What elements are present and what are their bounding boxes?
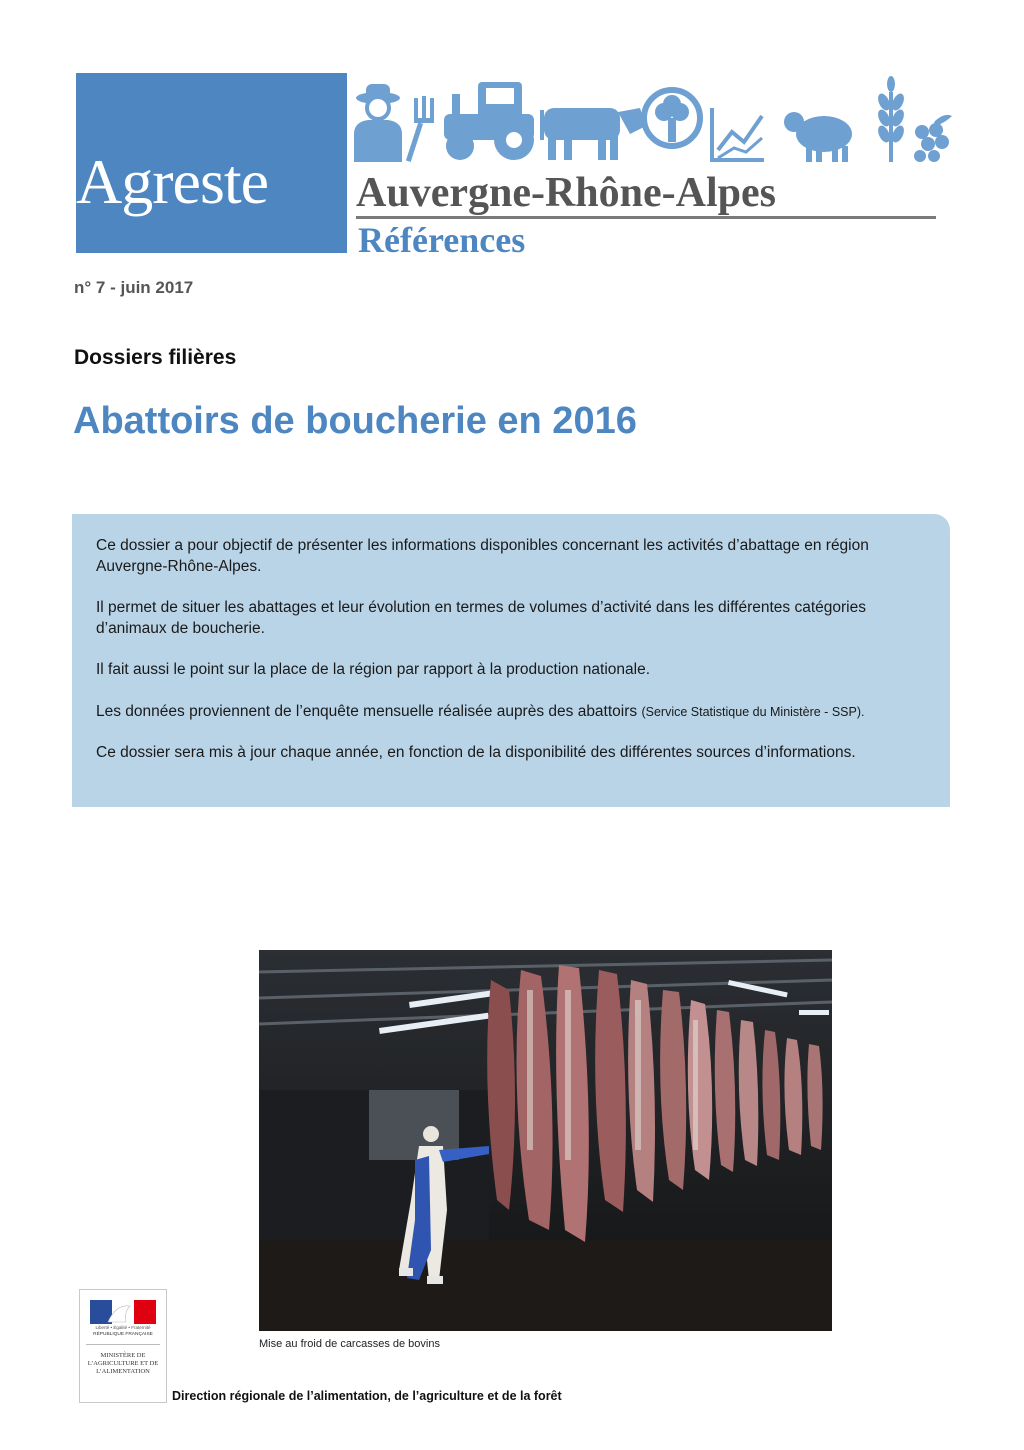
- issue-number: n° 7 - juin 2017: [74, 278, 194, 297]
- marianne-flag-icon: [90, 1300, 156, 1324]
- photo-caption: Mise au froid de carcasses de bovins: [259, 1338, 440, 1350]
- intro-paragraph-4: [96, 702, 926, 723]
- farmer-icon: [354, 84, 402, 162]
- intro-paragraph-2: Il permet de situer les abattages et leur évolution en termes de volumes d’activité dans les différentes catégories d’animaux de boucherie.: [96, 599, 866, 637]
- agriculture-pictograms: [348, 72, 958, 164]
- chart-icon: [712, 108, 764, 160]
- tractor-icon: [444, 82, 534, 160]
- intro-paragraph-3: Il fait aussi le point sur la place de la région par rapport à la production nationale.: [96, 661, 651, 678]
- intro-box: [72, 514, 950, 807]
- cow-icon: [540, 108, 646, 160]
- page-title: Abattoirs de boucherie en 2016: [73, 400, 637, 442]
- region-name: Auvergne-Rhône-Alpes: [356, 170, 776, 216]
- republic-motto: Liberté • Égalité • Fraternité: [95, 1325, 151, 1330]
- directorate-name: Direction régionale de l’alimentation, de l’agriculture et de la forêt: [172, 1389, 562, 1403]
- intro-source-note: (Service Statistique du Ministère - SSP).: [641, 705, 865, 719]
- rubric-label: Dossiers filières: [74, 346, 237, 369]
- carcass-cold-room-photo: [259, 950, 832, 1331]
- grapes-icon: [914, 115, 952, 162]
- republic-label: RÉPUBLIQUE FRANÇAISE: [93, 1332, 153, 1337]
- intro-paragraph-5: Ce dossier sera mis à jour chaque année, en fonction de la disponibilité des différentes sources d’informations.: [96, 744, 856, 761]
- agreste-logo-text: Agreste: [76, 146, 269, 217]
- pitchfork-icon: [406, 96, 434, 162]
- wheat-icon: [876, 76, 907, 162]
- intro-paragraph-4-text: Les données proviennent de l’enquête mensuelle réalisée auprès des abattoirs: [96, 703, 638, 720]
- tree-icon: [644, 90, 700, 146]
- ministry-name: MINISTÈRE DE L’AGRICULTURE ET DE L’ALIMENTATION: [87, 1352, 159, 1375]
- header-rule: [356, 216, 936, 219]
- sheep-icon: [784, 112, 852, 162]
- series-name: Références: [358, 220, 526, 260]
- ministry-logo: [79, 1289, 167, 1403]
- logo-divider: [86, 1344, 160, 1345]
- intro-paragraph-1: Ce dossier a pour objectif de présenter les informations disponibles concernant les activités d’abattage en région Auvergne-Rhône-Alpes.: [96, 537, 869, 575]
